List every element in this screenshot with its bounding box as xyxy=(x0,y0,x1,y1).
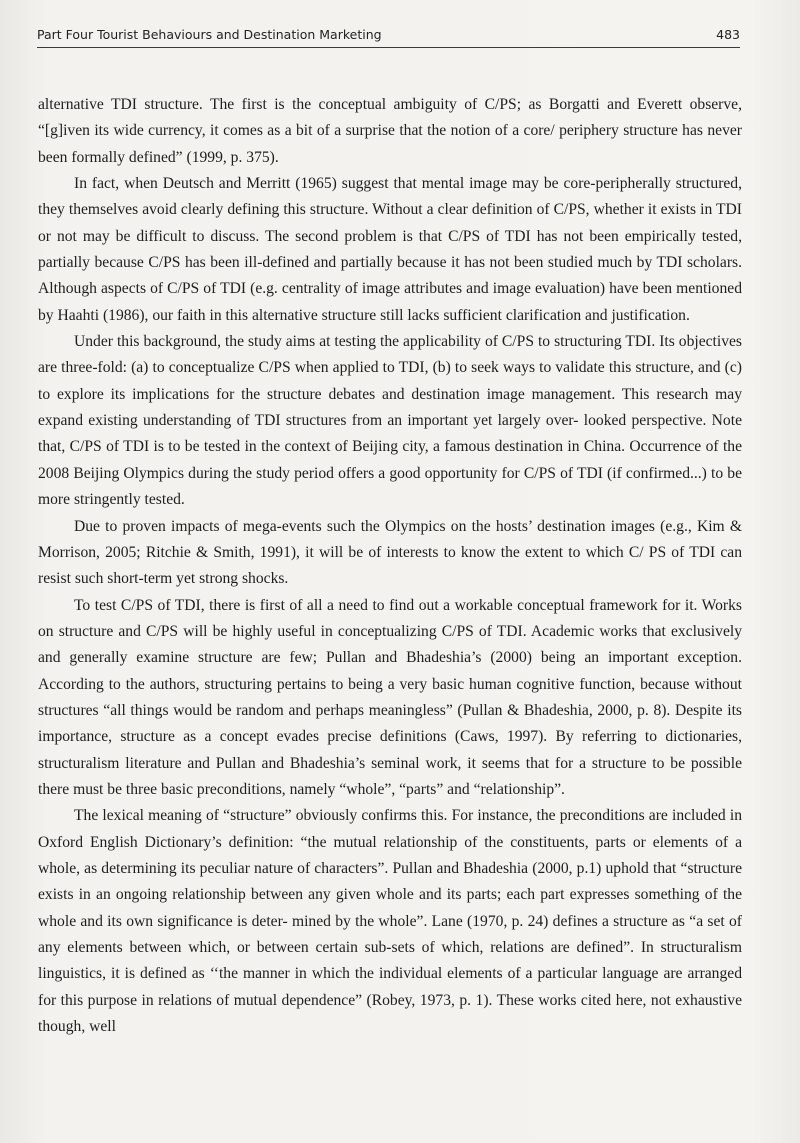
header-rule xyxy=(37,47,740,48)
page-number: 483 xyxy=(716,27,740,42)
paragraph-4: Due to proven impacts of mega-events such the Olympics on the hosts’ destination images (e.g., Kim & Morrison, 2005; Ritchie & Smith, 1991), it will be of interests to know the extent to which C/ PS of TDI can resist such short-term yet strong shocks. xyxy=(38,517,742,588)
paragraph-5: To test C/PS of TDI, there is first of all a need to find out a workable conceptual framework for it. Works on structure and C/PS will be highly useful in conceptualizing C/PS of TDI. Academic works that exclusively and generally examine structure are few; Pullan and Bhadeshia’s (2000) being an important exception. According to the authors, structuring pertains to being a very basic human cognitive function, because without structures “all things would be random and perhaps meaningless” (Pullan & Bhadeshia, 2000, p. 8). Despite its importance, structure as a concept evades precise definitions (Caws, 1997). By referring to dictionaries, structuralism literature and Pullan and Bhadeshia’s seminal work, it seems that for a structure to be possible there must be three basic preconditions, namely “whole”, “parts” and “relationship”. xyxy=(38,596,742,798)
paragraph-3: Under this background, the study aims at testing the applicability of C/PS to structuring TDI. Its objectives are three-fold: (a) to conceptualize C/PS when applied to TDI, (b) to seek ways to validate this structure, and (c) to explore its implications for the structure debates and destination image management. This research may expand existing understanding of TDI structures from an important yet largely over- looked perspective. Note that, C/PS of TDI is to be tested in the context of Beijing city, a famous destination in China. Occurrence of the 2008 Beijing Olympics during the study period offers a good opportunity for C/PS of TDI (if confirmed...) to be more stringently tested. xyxy=(38,333,742,509)
paragraph-2: In fact, when Deutsch and Merritt (1965) suggest that mental image may be core-peripherally structured, they themselves avoid clearly defining this structure. Without a clear definition of C/PS, whether it exists in TDI or not may be difficult to discuss. The second problem is that C/PS of TDI has not been empirically tested, partially because C/PS has been ill-defined and partially because it has not been studied much by TDI scholars. Although aspects of C/PS of TDI (e.g. centrality of image attributes and image evaluation) have been mentioned by Haahti (1986), our faith in this alternative structure still lacks sufficient clarification and justification. xyxy=(38,175,742,324)
paragraph-6: The lexical meaning of “structure” obviously confirms this. For instance, the preconditions are included in Oxford English Dictionary’s definition: “the mutual relationship of the constituents, parts or elements of a whole, as determining its peculiar nature of characters”. Pullan and Bhadeshia (2000, p.1) uphold that “structure exists in an ongoing relationship between any given whole and its parts; each part expresses something of the whole and its own significance is deter- mined by the whole”. Lane (1970, p. 24) defines a structure as “a set of any elements between which, or between certain sub-sets of which, relations are defined”. In structuralism linguistics, it is defined as ‘‘the manner in which the individual elements of a particular language are arranged for this purpose in relations of mutual dependence” (Robey, 1973, p. 1). These works cited here, not exhaustive though, well xyxy=(38,807,742,1036)
running-title: Part Four Tourist Behaviours and Destination Marketing xyxy=(37,27,382,42)
running-header xyxy=(37,27,740,42)
body-text xyxy=(38,92,742,1040)
paragraph-1: alternative TDI structure. The first is the conceptual ambiguity of C/PS; as Borgatti and Everett observe, “[g]iven its wide currency, it comes as a bit of a surprise that the notion of a core/ periphery structure has never been formally defined” (1999, p. 375). xyxy=(38,96,742,166)
